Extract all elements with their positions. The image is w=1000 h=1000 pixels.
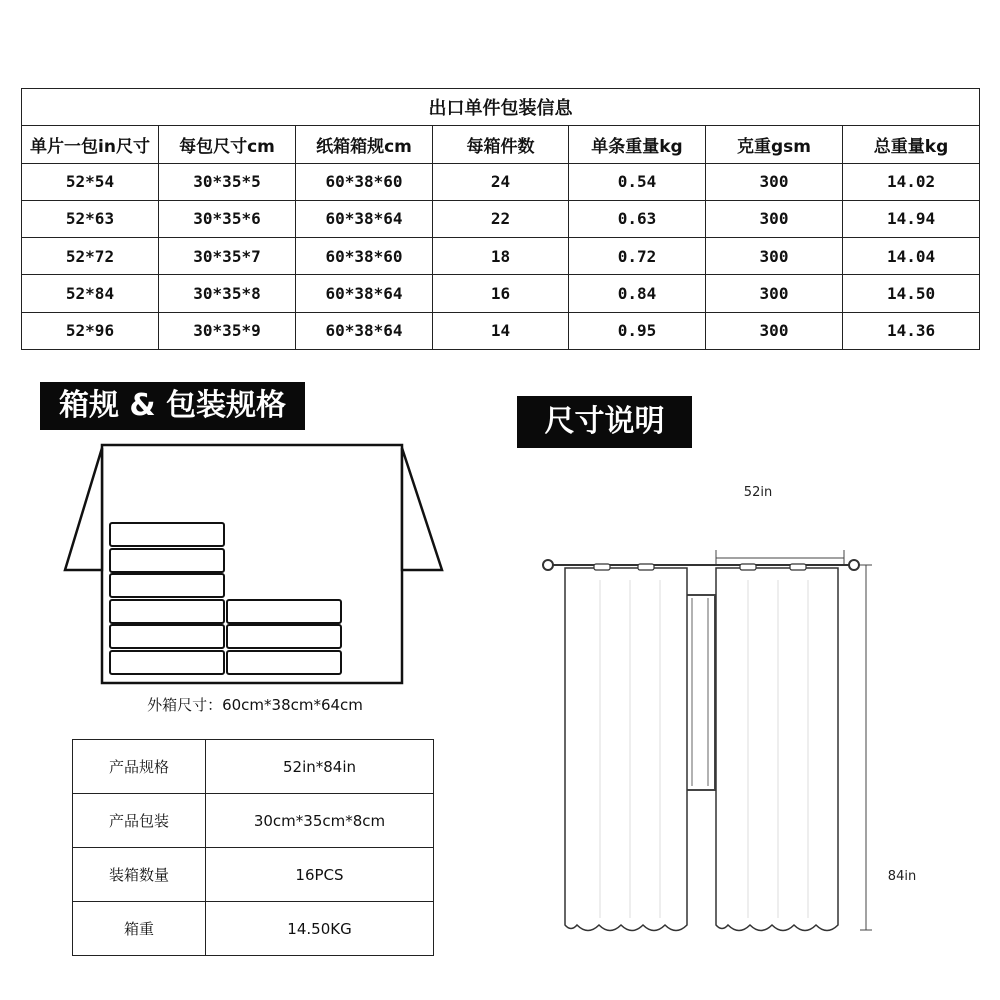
table-cell: 52*96	[22, 312, 159, 349]
table-row	[22, 275, 980, 312]
curtain-panel-left	[565, 568, 687, 931]
package-item	[227, 600, 341, 623]
rod-finial-left	[543, 560, 553, 570]
spec-key: 箱重	[73, 902, 206, 956]
spec-value: 14.50KG	[287, 919, 352, 938]
height-dimension-label: 84in	[887, 869, 917, 884]
table-title: 出口单件包装信息	[22, 89, 980, 126]
table-row	[73, 740, 434, 794]
table-cell: 30*35*6	[159, 200, 296, 237]
grommet	[638, 564, 654, 570]
box-spec-label: 箱规 & 包装规格	[40, 382, 305, 430]
spec-key: 产品规格	[73, 740, 206, 794]
table-cell: 14.36	[843, 312, 980, 349]
table-cell: 300	[706, 200, 843, 237]
width-dimension-label: 52in	[743, 485, 773, 500]
packaging-info-table	[21, 88, 980, 350]
table-row	[22, 238, 980, 275]
table-cell: 60*38*64	[296, 275, 433, 312]
grommet	[790, 564, 806, 570]
header-cell: 单条重量kg	[569, 126, 706, 163]
table-header-row	[22, 126, 980, 163]
table-cell: 30*35*8	[159, 275, 296, 312]
table-cell: 16	[433, 275, 569, 312]
header-cell: 纸箱箱规cm	[296, 126, 433, 163]
header-cell: 总重量kg	[843, 126, 980, 163]
curtain-panel-right	[716, 568, 838, 931]
table-cell: 60*38*60	[296, 238, 433, 275]
table-cell: 0.54	[569, 163, 706, 200]
table-row	[22, 200, 980, 237]
table-cell: 300	[706, 163, 843, 200]
table-row	[73, 902, 434, 956]
table-cell: 300	[706, 275, 843, 312]
spec-value: 30cm*35cm*8cm	[253, 811, 386, 830]
table-cell: 22	[433, 200, 569, 237]
table-cell: 0.84	[569, 275, 706, 312]
package-item	[110, 523, 224, 546]
package-item	[110, 600, 224, 623]
table-cell: 60*38*64	[296, 312, 433, 349]
spec-value: 52in*84in	[282, 757, 357, 776]
table-cell: 18	[433, 238, 569, 275]
window-frame	[685, 595, 715, 790]
table-cell: 52*84	[22, 275, 159, 312]
grommet	[740, 564, 756, 570]
table-row	[22, 163, 980, 200]
outer-carton-size: 外箱尺寸：60cm*38cm*64cm	[147, 696, 363, 714]
table-row	[22, 312, 980, 349]
header-cell: 单片一包in尺寸	[22, 126, 159, 163]
table-cell: 30*35*5	[159, 163, 296, 200]
spec-key: 装箱数量	[73, 848, 206, 902]
table-cell: 0.63	[569, 200, 706, 237]
header-cell: 每箱件数	[433, 126, 569, 163]
header-cell: 克重gsm	[706, 126, 843, 163]
package-item	[227, 625, 341, 648]
package-item	[110, 549, 224, 572]
size-description-label: 尺寸说明	[517, 396, 692, 448]
table-cell: 30*35*9	[159, 312, 296, 349]
table-cell: 30*35*7	[159, 238, 296, 275]
carton-left-flap	[65, 448, 102, 570]
product-spec-table	[72, 739, 434, 956]
package-item	[227, 651, 341, 674]
table-cell: 52*54	[22, 163, 159, 200]
table-cell: 60*38*60	[296, 163, 433, 200]
curtain-dimension-diagram	[520, 470, 960, 950]
table-cell: 14.94	[843, 200, 980, 237]
table-cell: 14.50	[843, 275, 980, 312]
grommet	[594, 564, 610, 570]
table-cell: 52*72	[22, 238, 159, 275]
table-cell: 14.04	[843, 238, 980, 275]
carton-illustration	[55, 440, 455, 690]
package-item	[110, 651, 224, 674]
spec-key: 产品包装	[73, 794, 206, 848]
table-cell: 52*63	[22, 200, 159, 237]
table-cell: 14	[433, 312, 569, 349]
header-cell: 每包尺寸cm	[159, 126, 296, 163]
table-cell: 300	[706, 238, 843, 275]
package-item	[110, 574, 224, 597]
spec-value: 16PCS	[295, 865, 344, 884]
carton-right-flap	[402, 448, 442, 570]
table-cell: 60*38*64	[296, 200, 433, 237]
table-row	[73, 848, 434, 902]
table-row	[73, 794, 434, 848]
table-cell: 0.72	[569, 238, 706, 275]
table-cell: 300	[706, 312, 843, 349]
table-cell: 24	[433, 163, 569, 200]
table-cell: 0.95	[569, 312, 706, 349]
table-cell: 14.02	[843, 163, 980, 200]
rod-finial-right	[849, 560, 859, 570]
package-item	[110, 625, 224, 648]
